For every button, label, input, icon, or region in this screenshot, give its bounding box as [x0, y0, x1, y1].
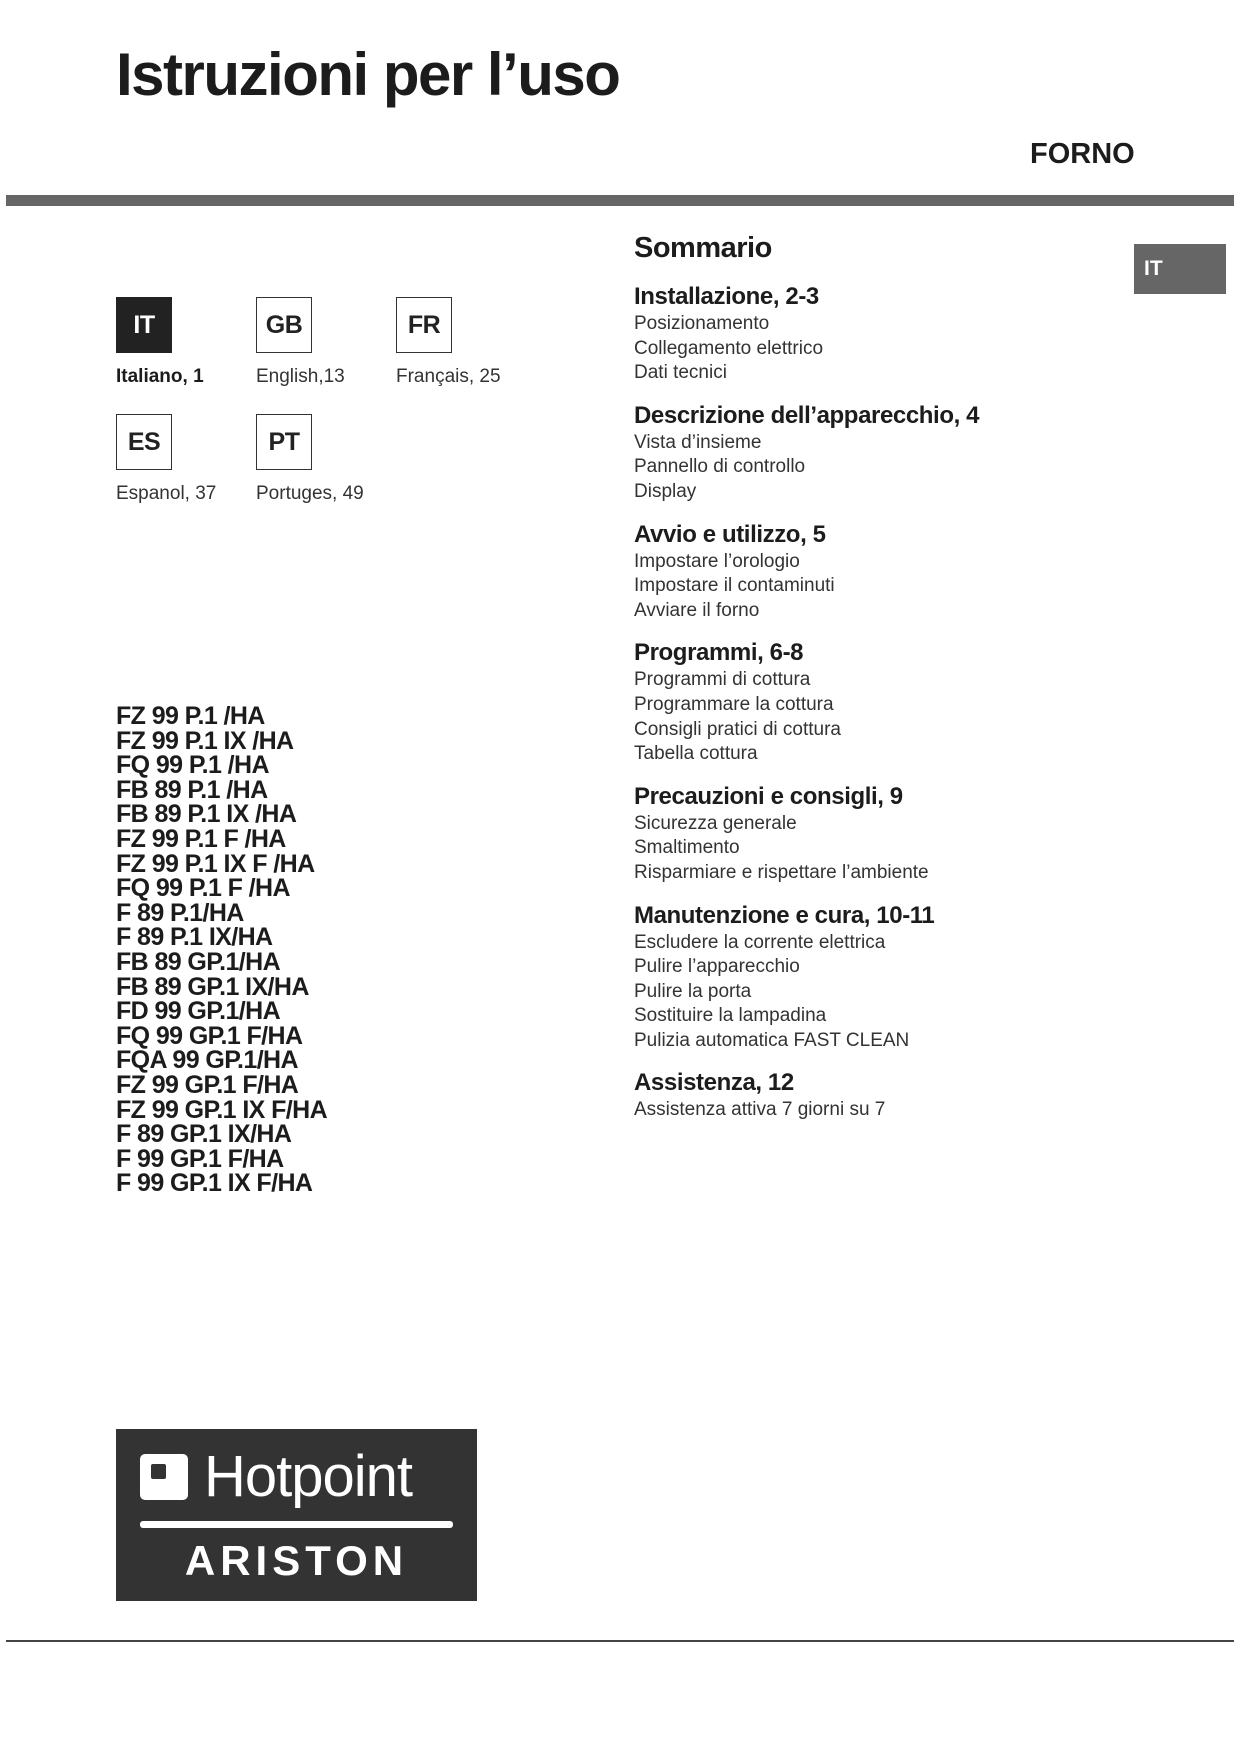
toc-item[interactable]: Vista d’insieme [634, 431, 762, 453]
toc-section-descrizione [634, 400, 1114, 505]
toc-section-assistenza [634, 1067, 1114, 1123]
brand-symbol-dot [151, 1464, 166, 1479]
toc-item[interactable]: Sostituire la lampadina [634, 1005, 827, 1027]
model-item: FZ 99 P.1 /HA [116, 702, 265, 730]
toc-heading[interactable]: Programmi, 6-8 [634, 639, 804, 667]
toc-item[interactable]: Programmare la cottura [634, 693, 834, 715]
page-title: Istruzioni per l’uso [116, 41, 620, 108]
toc-item[interactable]: Assistenza attiva 7 giorni su 7 [634, 1099, 886, 1121]
toc-item[interactable]: Pulire l’apparecchio [634, 956, 800, 978]
toc-title: Sommario [634, 232, 772, 264]
toc-item[interactable]: Display [634, 480, 697, 502]
toc-item[interactable]: Consigli pratici di cottura [634, 718, 841, 740]
top-divider [6, 195, 1234, 206]
model-item: FQ 99 GP.1 F/HA [116, 1021, 303, 1050]
product-name: FORNO [1030, 138, 1135, 170]
brand-symbol-icon [140, 1454, 188, 1500]
bottom-divider [6, 1640, 1234, 1642]
language-label-fr: Français, 25 [396, 366, 501, 387]
toc-item[interactable]: Posizionamento [634, 313, 770, 334]
current-language-tab: IT [1134, 244, 1226, 294]
model-list [116, 704, 327, 1196]
model-item: FB 89 GP.1 IX/HA [116, 972, 309, 1001]
language-box-it[interactable]: IT [116, 297, 172, 353]
toc-section-programmi [634, 637, 1114, 766]
toc-heading[interactable]: Precauzioni e consigli, 9 [634, 782, 903, 810]
model-item: FZ 99 GP.1 IX F/HA [116, 1095, 328, 1124]
toc-item[interactable]: Risparmiare e rispettare l’ambiente [634, 861, 929, 883]
toc-item[interactable]: Pulire la porta [634, 980, 752, 1002]
language-box-pt[interactable]: PT [256, 414, 312, 470]
toc-item[interactable]: Smaltimento [634, 837, 740, 859]
toc-heading[interactable]: Assistenza, 12 [634, 1069, 794, 1097]
toc-heading[interactable]: Descrizione dell’apparecchio, 4 [634, 401, 980, 429]
language-box-fr[interactable]: FR [396, 297, 452, 353]
toc-item[interactable]: Pannello di controllo [634, 456, 806, 478]
brand-divider [140, 1521, 453, 1528]
language-label-es: Espanol, 37 [116, 483, 217, 504]
toc-heading[interactable]: Manutenzione e cura, 10-11 [634, 901, 935, 929]
model-item: FB 89 GP.1/HA [116, 947, 281, 976]
toc-item[interactable]: Escludere la corrente elettrica [634, 931, 886, 953]
model-item: F 99 GP.1 F/HA [116, 1144, 284, 1173]
model-item: FQA 99 GP.1/HA [116, 1046, 298, 1075]
model-item: FB 89 P.1 IX /HA [116, 800, 297, 829]
model-item: F 99 GP.1 IX F/HA [116, 1169, 313, 1198]
model-item: FB 89 P.1 /HA [116, 775, 268, 804]
toc-item[interactable]: Collegamento elettrico [634, 337, 824, 359]
model-item: FQ 99 P.1 /HA [116, 751, 269, 780]
toc-item[interactable]: Tabella cottura [634, 743, 758, 765]
toc-item[interactable]: Impostare l’orologio [634, 550, 800, 572]
toc-section-installazione [634, 281, 1114, 386]
model-item: FZ 99 P.1 IX /HA [116, 726, 294, 755]
toc-section-avvio [634, 519, 1114, 624]
toc-heading[interactable]: Avvio e utilizzo, 5 [634, 520, 826, 548]
model-item: FD 99 GP.1/HA [116, 997, 281, 1026]
language-label-gb: English,13 [256, 366, 345, 387]
toc-item[interactable]: Programmi di cottura [634, 669, 811, 691]
language-box-es[interactable]: ES [116, 414, 172, 470]
model-item: FZ 99 P.1 IX F /HA [116, 849, 315, 878]
language-label-pt: Portuges, 49 [256, 483, 364, 504]
model-item: FZ 99 P.1 F /HA [116, 824, 286, 853]
toc-item[interactable]: Pulizia automatica FAST CLEAN [634, 1029, 910, 1051]
model-item: F 89 GP.1 IX/HA [116, 1120, 292, 1149]
toc-heading[interactable]: Installazione, 2-3 [634, 283, 819, 310]
model-item: FQ 99 P.1 F /HA [116, 874, 290, 903]
toc-item[interactable]: Impostare il contaminuti [634, 575, 835, 597]
brand-name-ariston: ARISTON [184, 1537, 409, 1584]
table-of-contents [634, 232, 1114, 1137]
toc-item[interactable]: Avviare il forno [634, 599, 760, 621]
toc-item[interactable]: Dati tecnici [634, 362, 727, 384]
hotpoint-ariston-logo [116, 1429, 477, 1601]
toc-item[interactable]: Sicurezza generale [634, 812, 797, 834]
language-label-it: Italiano, 1 [116, 366, 204, 387]
brand-name-hotpoint: Hotpoint [204, 1444, 413, 1509]
toc-section-precauzioni [634, 781, 1114, 886]
toc-section-manutenzione [634, 900, 1114, 1054]
model-item: F 89 P.1 IX/HA [116, 923, 273, 952]
language-box-gb[interactable]: GB [256, 297, 312, 353]
model-item: FZ 99 GP.1 F/HA [116, 1070, 299, 1099]
model-item: F 89 P.1/HA [116, 898, 244, 927]
